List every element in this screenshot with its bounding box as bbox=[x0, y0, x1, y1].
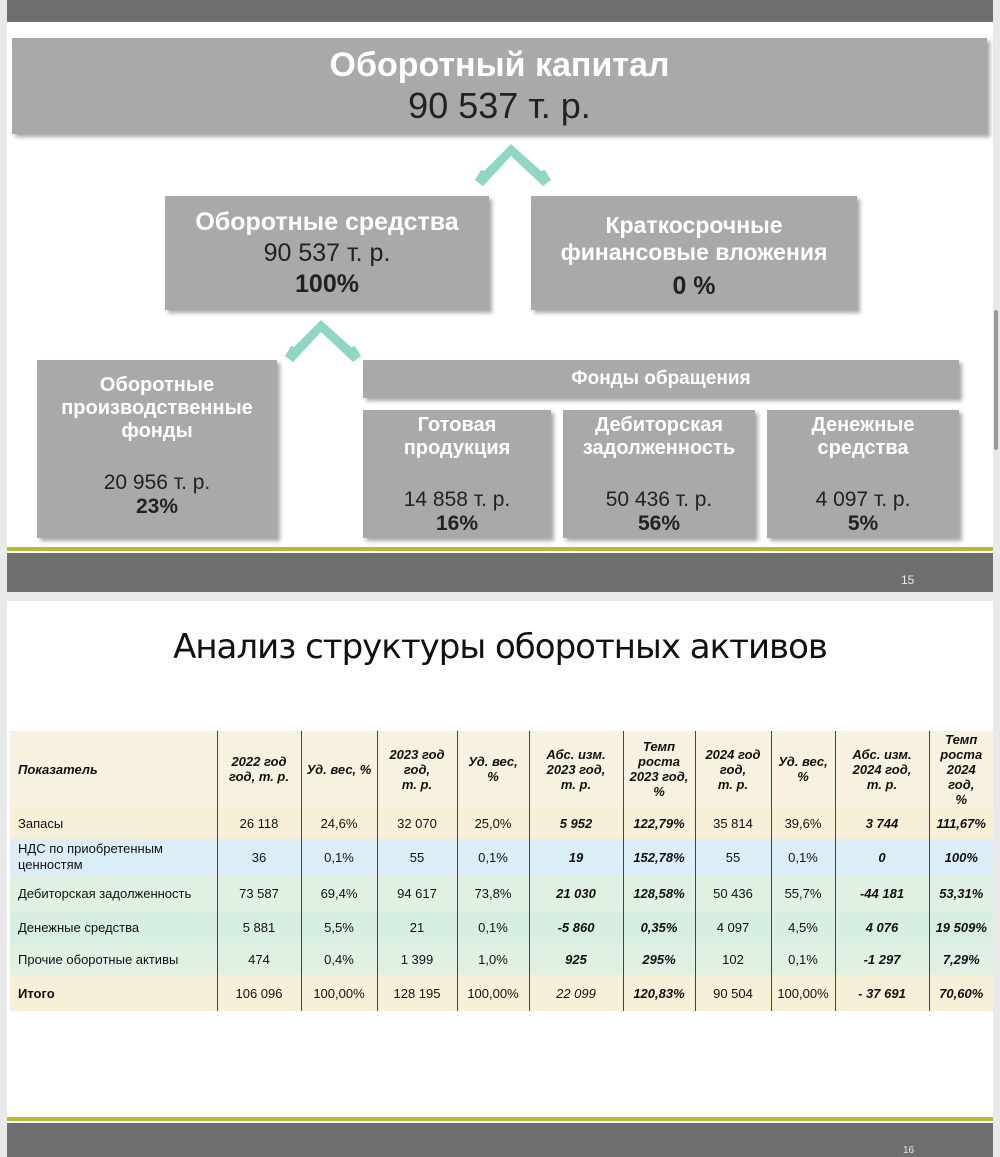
header-2022: 2022 год год, т. р. bbox=[217, 731, 301, 807]
working-capital-title: Оборотный капитал bbox=[329, 46, 670, 84]
cell-share-2022: 100,00% bbox=[301, 975, 377, 1011]
cell-abs-2024: -1 297 bbox=[835, 943, 929, 975]
cell-growth-2024: 70,60% bbox=[929, 975, 993, 1011]
cell-abs-2023: 19 bbox=[529, 839, 623, 875]
table-row bbox=[10, 943, 993, 975]
production-funds-title-3: фонды bbox=[121, 420, 193, 442]
page-number: 15 bbox=[901, 573, 915, 587]
cash-value: 4 097 т. р. bbox=[815, 488, 911, 511]
header-indicator: Показатель bbox=[10, 731, 217, 807]
cash-box bbox=[767, 410, 959, 538]
cell-share-2023: 0,1% bbox=[457, 839, 529, 875]
slide-title: Анализ структуры оборотных активов bbox=[173, 627, 827, 667]
row-name: НДС по приобретенным ценностям bbox=[10, 839, 217, 875]
assets-structure-table bbox=[10, 731, 993, 1011]
cell-share-2023: 73,8% bbox=[457, 875, 529, 911]
current-assets-title: Оборотные средства bbox=[195, 208, 459, 236]
cell-2022: 474 bbox=[217, 943, 301, 975]
cell-abs-2024: 3 744 bbox=[835, 807, 929, 839]
header-2023: 2023 год год, т. р. bbox=[377, 731, 457, 807]
cell-abs-2024: 4 076 bbox=[835, 911, 929, 943]
cell-2022: 36 bbox=[217, 839, 301, 875]
header-2024: 2024 год год, т. р. bbox=[695, 731, 771, 807]
header-growth-2023: Темп роста 2023 год, % bbox=[623, 731, 695, 807]
receivables-title-1: Дебиторская bbox=[595, 414, 723, 436]
row-name: Итого bbox=[10, 975, 217, 1011]
table-row bbox=[10, 807, 993, 839]
scrollbar[interactable] bbox=[994, 310, 998, 450]
cell-2024: 102 bbox=[695, 943, 771, 975]
cell-abs-2024: - 37 691 bbox=[835, 975, 929, 1011]
cell-abs-2023: 22 099 bbox=[529, 975, 623, 1011]
finished-goods-pct: 16% bbox=[435, 512, 479, 535]
page-number: 16 bbox=[903, 1145, 915, 1156]
cell-share-2024: 39,6% bbox=[771, 807, 835, 839]
cell-2023: 1 399 bbox=[377, 943, 457, 975]
row-name: Запасы bbox=[10, 807, 217, 839]
cell-abs-2023: 21 030 bbox=[529, 875, 623, 911]
cell-growth-2023: 128,58% bbox=[623, 875, 695, 911]
cell-2022: 106 096 bbox=[217, 975, 301, 1011]
header-share-2023: Уд. вес, % bbox=[457, 731, 529, 807]
cell-abs-2023: -5 860 bbox=[529, 911, 623, 943]
cell-2023: 21 bbox=[377, 911, 457, 943]
cell-abs-2024: 0 bbox=[835, 839, 929, 875]
cell-share-2023: 0,1% bbox=[457, 911, 529, 943]
cell-share-2024: 100,00% bbox=[771, 975, 835, 1011]
short-term-pct: 0 % bbox=[672, 272, 716, 300]
cell-growth-2024: 111,67% bbox=[929, 807, 993, 839]
cell-share-2023: 25,0% bbox=[457, 807, 529, 839]
current-assets-pct: 100% bbox=[295, 270, 359, 298]
row-name: Денежные средства bbox=[10, 911, 217, 943]
production-funds-box bbox=[37, 360, 277, 538]
cell-2023: 55 bbox=[377, 839, 457, 875]
cell-2023: 94 617 bbox=[377, 875, 457, 911]
short-term-title-2: финансовые вложения bbox=[560, 239, 828, 265]
cell-share-2022: 0,1% bbox=[301, 839, 377, 875]
finished-goods-title-1: Готовая bbox=[417, 414, 497, 436]
double-arrow-icon bbox=[283, 316, 363, 362]
table-header-row bbox=[10, 731, 993, 807]
cell-share-2023: 100,00% bbox=[457, 975, 529, 1011]
cell-share-2022: 24,6% bbox=[301, 807, 377, 839]
row-name: Дебиторская задолженность bbox=[10, 875, 217, 911]
cell-growth-2024: 100% bbox=[929, 839, 993, 875]
footer-accent-line bbox=[7, 547, 993, 551]
circulation-funds-title: Фонды обращения bbox=[571, 368, 751, 389]
table-row bbox=[10, 839, 993, 875]
cell-share-2022: 0,4% bbox=[301, 943, 377, 975]
finished-goods-title-2: продукция bbox=[403, 437, 511, 459]
circulation-funds-header bbox=[363, 360, 959, 398]
cell-growth-2023: 122,79% bbox=[623, 807, 695, 839]
cell-share-2023: 1,0% bbox=[457, 943, 529, 975]
receivables-value: 50 436 т. р. bbox=[605, 488, 713, 511]
production-funds-title-2: производственные bbox=[61, 397, 253, 419]
short-term-title-1: Краткосрочные bbox=[605, 212, 783, 238]
cell-abs-2023: 5 952 bbox=[529, 807, 623, 839]
cell-share-2024: 4,5% bbox=[771, 911, 835, 943]
finished-goods-box bbox=[363, 410, 551, 538]
row-name: Прочие оборотные активы bbox=[10, 943, 217, 975]
working-capital-box bbox=[12, 38, 987, 134]
cell-2024: 50 436 bbox=[695, 875, 771, 911]
cell-2023: 32 070 bbox=[377, 807, 457, 839]
finished-goods-value: 14 858 т. р. bbox=[403, 488, 511, 511]
cell-2022: 26 118 bbox=[217, 807, 301, 839]
current-assets-value: 90 537 т. р. bbox=[263, 239, 391, 267]
footer-accent-line bbox=[7, 1117, 993, 1121]
slide-16 bbox=[7, 601, 993, 1157]
cash-title-1: Денежные bbox=[811, 414, 915, 436]
cell-share-2024: 0,1% bbox=[771, 943, 835, 975]
cell-share-2024: 0,1% bbox=[771, 839, 835, 875]
table-row bbox=[10, 911, 993, 943]
table-row bbox=[10, 875, 993, 911]
header-share-2022: Уд. вес, % bbox=[301, 731, 377, 807]
cell-2024: 90 504 bbox=[695, 975, 771, 1011]
cell-abs-2023: 925 bbox=[529, 943, 623, 975]
slide-top-bar bbox=[7, 0, 993, 22]
cell-growth-2023: 295% bbox=[623, 943, 695, 975]
cash-pct: 5% bbox=[847, 512, 879, 535]
header-share-2024: Уд. вес, % bbox=[771, 731, 835, 807]
receivables-pct: 56% bbox=[637, 512, 681, 535]
header-growth-2024: Темп роста 2024 год, % bbox=[929, 731, 993, 807]
cell-2024: 55 bbox=[695, 839, 771, 875]
production-funds-pct: 23% bbox=[135, 495, 179, 518]
cell-abs-2024: -44 181 bbox=[835, 875, 929, 911]
cell-2024: 4 097 bbox=[695, 911, 771, 943]
cell-growth-2023: 0,35% bbox=[623, 911, 695, 943]
slide-15 bbox=[7, 0, 993, 592]
header-abs-2024: Абс. изм. 2024 год, т. р. bbox=[835, 731, 929, 807]
cell-share-2022: 69,4% bbox=[301, 875, 377, 911]
cell-share-2022: 5,5% bbox=[301, 911, 377, 943]
cell-2022: 5 881 bbox=[217, 911, 301, 943]
footer-bar bbox=[7, 553, 993, 592]
working-capital-value: 90 537 т. р. bbox=[408, 85, 591, 126]
cell-2022: 73 587 bbox=[217, 875, 301, 911]
production-funds-title-1: Оборотные bbox=[99, 374, 215, 396]
header-abs-2023: Абс. изм. 2023 год, т. р. bbox=[529, 731, 623, 807]
cell-growth-2024: 19 509% bbox=[929, 911, 993, 943]
current-assets-box bbox=[165, 196, 489, 310]
production-funds-value: 20 956 т. р. bbox=[103, 471, 211, 494]
receivables-box bbox=[563, 410, 755, 538]
double-arrow-icon bbox=[473, 140, 553, 186]
cell-growth-2023: 152,78% bbox=[623, 839, 695, 875]
cell-share-2024: 55,7% bbox=[771, 875, 835, 911]
footer-bar bbox=[7, 1123, 993, 1157]
table-row-total bbox=[10, 975, 993, 1011]
cell-growth-2023: 120,83% bbox=[623, 975, 695, 1011]
cell-growth-2024: 7,29% bbox=[929, 943, 993, 975]
short-term-investments-box bbox=[531, 196, 857, 310]
receivables-title-2: задолженность bbox=[582, 437, 736, 459]
cash-title-2: средства bbox=[817, 437, 909, 459]
cell-2024: 35 814 bbox=[695, 807, 771, 839]
cell-2023: 128 195 bbox=[377, 975, 457, 1011]
cell-growth-2024: 53,31% bbox=[929, 875, 993, 911]
